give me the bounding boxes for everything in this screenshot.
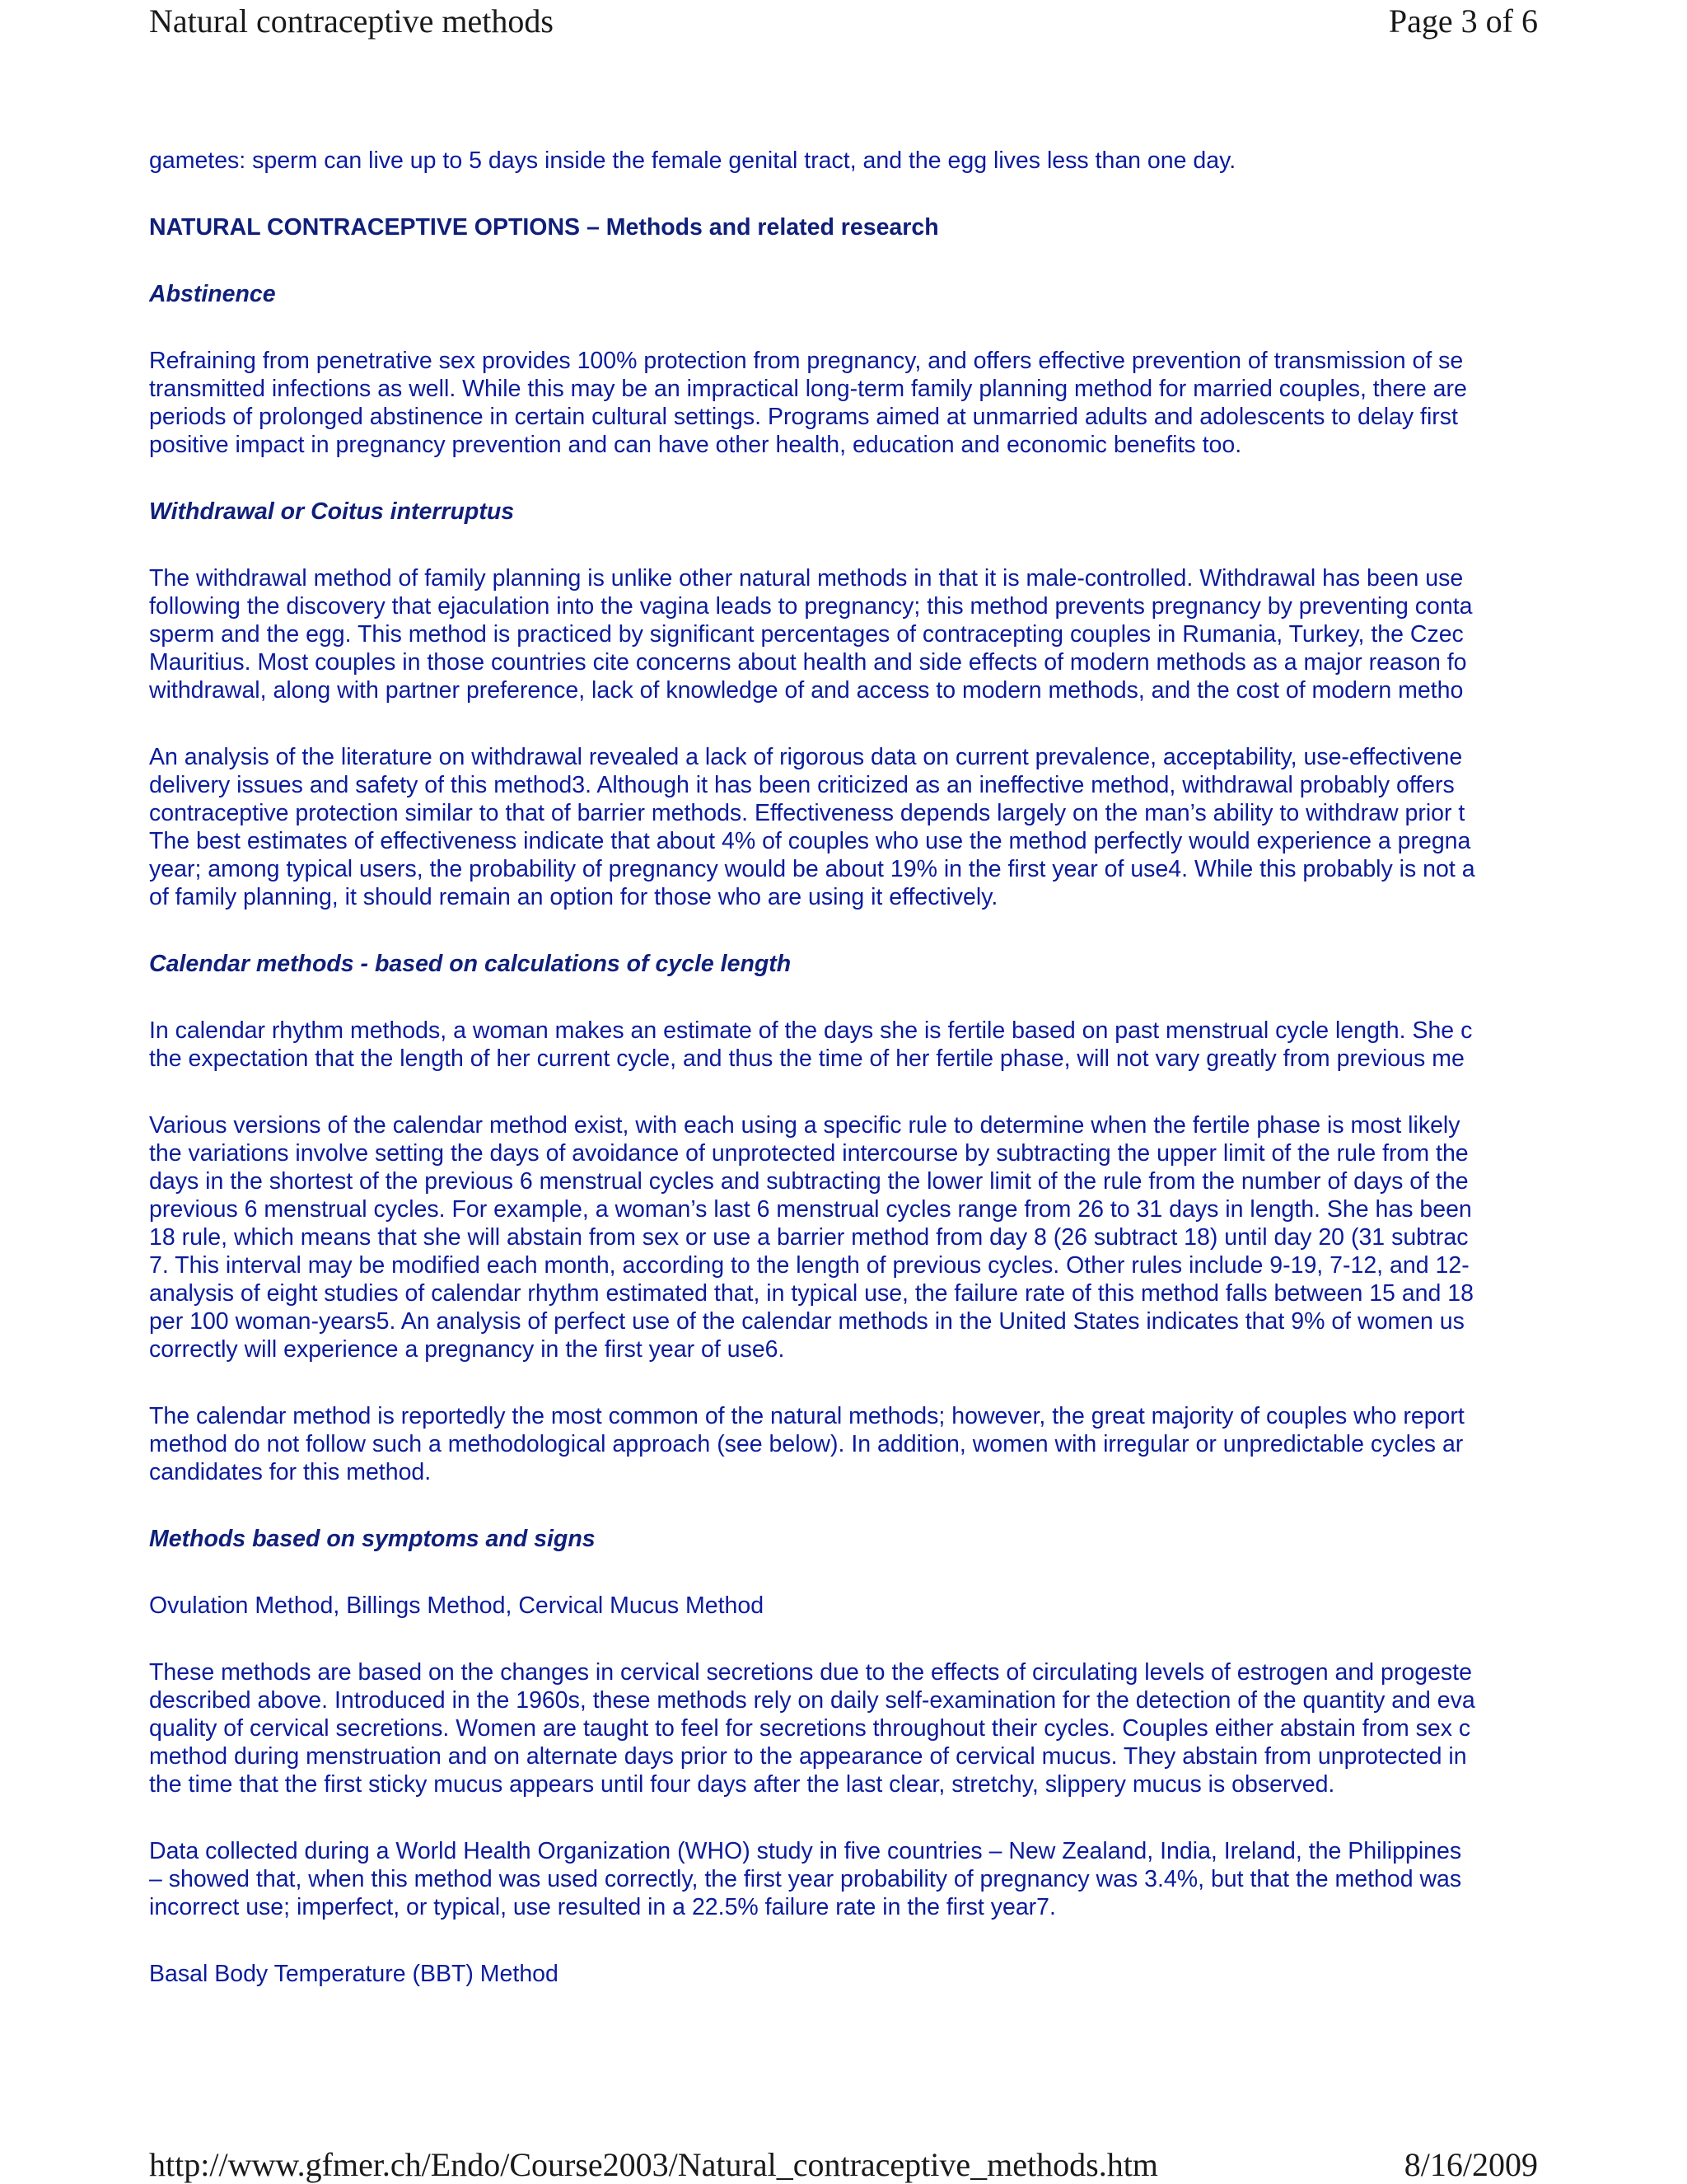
paragraph-line: The withdrawal method of family planning is unlike other natural methods in that it is male-controlled. Withdrawal has been use: [149, 565, 1464, 592]
print-footer: [149, 2145, 1538, 2183]
calendar-heading: Calendar methods - based on calculations of cycle length: [149, 951, 792, 977]
print-date: 8/16/2009: [1404, 2146, 1538, 2183]
paragraph-line: the expectation that the length of her current cycle, and thus the time of her fertile phase, will not vary greatly from previous me: [149, 1045, 1465, 1072]
ovulation-method-subheading: Ovulation Method, Billings Method, Cervical Mucus Method: [149, 1592, 764, 1619]
calendar-paragraph-2: [149, 1111, 1539, 1363]
bbt-method-subheading: Basal Body Temperature (BBT) Method: [149, 1961, 558, 1987]
paragraph-line: previous 6 menstrual cycles. For example, a woman’s last 6 menstrual cycles range from 26 to 31 days in length. She has been: [149, 1196, 1472, 1223]
paragraph-line: following the discovery that ejaculation into the vagina leads to pregnancy; this method prevents pregnancy by preventing conta: [149, 593, 1473, 620]
paragraph-line: sperm and the egg. This method is practiced by significant percentages of contracepting couples in Rumania, Turkey, the Czec: [149, 621, 1464, 648]
calendar-paragraph-3: [149, 1402, 1539, 1486]
paragraph-line: delivery issues and safety of this method3. Although it has been criticized as an ineffective method, withdrawal probably offers: [149, 772, 1455, 798]
paragraph-line: the variations involve setting the days of avoidance of unprotected intercourse by subtracting the upper limit of the rule from the: [149, 1140, 1469, 1167]
calendar-paragraph-1: [149, 1017, 1539, 1073]
paragraph-line: days in the shortest of the previous 6 menstrual cycles and subtracting the lower limit of the rule from the number of days of the: [149, 1168, 1469, 1195]
paragraph-line: transmitted infections as well. While this may be an impractical long-term family planning method for married couples, there are: [149, 376, 1467, 402]
paragraph-line: gametes: sperm can live up to 5 days inside the female genital tract, and the egg lives less than one day.: [149, 147, 1236, 174]
page-title: Natural contraceptive methods: [149, 2, 554, 40]
paragraph-line: 7. This interval may be modified each month, according to the length of previous cycles. Other rules include 9-19, 7-12, and 12-: [149, 1252, 1470, 1279]
paragraph-line: An analysis of the literature on withdrawal revealed a lack of rigorous data on current prevalence, acceptability, use-effectivene: [149, 744, 1463, 770]
paragraph-line: Various versions of the calendar method exist, with each using a specific rule to determine when the fertile phase is most likely: [149, 1112, 1460, 1139]
page-url: http://www.gfmer.ch/Endo/Course2003/Natural_contraceptive_methods.htm: [149, 2146, 1158, 2183]
paragraph-line: per 100 woman-years5. An analysis of perfect use of the calendar methods in the United States indicates that 9% of women us: [149, 1308, 1465, 1335]
paragraph-line: withdrawal, along with partner preference, lack of knowledge of and access to modern methods, and the cost of modern metho: [149, 677, 1464, 704]
paragraph-line: correctly will experience a pregnancy in the first year of use6.: [149, 1336, 785, 1363]
paragraph-line: Data collected during a World Health Organization (WHO) study in five countries – New Zealand, India, Ireland, the Philippines: [149, 1838, 1462, 1864]
withdrawal-paragraph-1: [149, 564, 1539, 704]
paragraph-line: described above. Introduced in the 1960s, these methods rely on daily self-examination for the detection of the quantity and eva: [149, 1687, 1475, 1714]
paragraph-line: Mauritius. Most couples in those countries cite concerns about health and side effects of modern methods as a major reason fo: [149, 649, 1467, 676]
symptoms-heading: Methods based on symptoms and signs: [149, 1526, 596, 1552]
paragraph-line: periods of prolonged abstinence in certain cultural settings. Programs aimed at unmarried adults and adolescents to delay first: [149, 404, 1458, 430]
paragraph-line: The best estimates of effectiveness indicate that about 4% of couples who use the method perfectly would experience a pregna: [149, 828, 1471, 854]
paragraph-line: In calendar rhythm methods, a woman makes an estimate of the days she is fertile based on past menstrual cycle length. She c: [149, 1017, 1473, 1044]
paragraph-line: candidates for this method.: [149, 1459, 432, 1485]
paragraph-line: 18 rule, which means that she will abstain from sex or use a barrier method from day 8 (26 subtract 18) until day 20 (31 subtrac: [149, 1224, 1469, 1251]
withdrawal-paragraph-2: [149, 743, 1539, 911]
abstinence-heading: Abstinence: [149, 281, 276, 307]
paragraph-line: of family planning, it should remain an option for those who are using it effectively.: [149, 884, 998, 910]
paragraph-line: Refraining from penetrative sex provides 100% protection from pregnancy, and offers effective prevention of transmission of se: [149, 348, 1464, 374]
paragraph-line: contraceptive protection similar to that of barrier methods. Effectiveness depends largely on the man’s ability to withdraw prior t: [149, 800, 1465, 826]
symptoms-paragraph-2: [149, 1837, 1539, 1921]
paragraph-line: These methods are based on the changes in cervical secretions due to the effects of circulating levels of estrogen and progeste: [149, 1659, 1472, 1686]
paragraph-line: quality of cervical secretions. Women are taught to feel for secretions throughout their cycles. Couples either abstain from sex c: [149, 1715, 1471, 1742]
withdrawal-heading: Withdrawal or Coitus interruptus: [149, 498, 515, 525]
paragraph-line: The calendar method is reportedly the most common of the natural methods; however, the great majority of couples who report: [149, 1403, 1465, 1429]
article-content: [149, 147, 1539, 2027]
symptoms-paragraph-1: [149, 1658, 1539, 1798]
section-heading: NATURAL CONTRACEPTIVE OPTIONS – Methods and related research: [149, 214, 939, 241]
abstinence-paragraph: [149, 347, 1539, 459]
paragraph-line: method during menstruation and on alternate days prior to the appearance of cervical mucus. They abstain from unprotected in: [149, 1743, 1467, 1770]
paragraph-line: – showed that, when this method was used correctly, the first year probability of pregnancy was 3.4%, but that the method was: [149, 1866, 1462, 1892]
paragraph-line: the time that the first sticky mucus appears until four days after the last clear, stretchy, slippery mucus is observed.: [149, 1771, 1335, 1798]
paragraph-line: method do not follow such a methodological approach (see below). In addition, women with irregular or unpredictable cycles ar: [149, 1431, 1464, 1457]
paragraph-line: year; among typical users, the probability of pregnancy would be about 19% in the first year of use4. While this probably is not a: [149, 856, 1475, 882]
page-number-indicator: Page 3 of 6: [1388, 2, 1538, 40]
intro-paragraph: [149, 147, 1539, 175]
paragraph-line: analysis of eight studies of calendar rhythm estimated that, in typical use, the failure rate of this method falls between 15 and 18: [149, 1280, 1474, 1307]
print-header: [149, 0, 1538, 41]
paragraph-line: incorrect use; imperfect, or typical, use resulted in a 22.5% failure rate in the first year7.: [149, 1894, 1056, 1920]
paragraph-line: positive impact in pregnancy prevention and can have other health, education and economic benefits too.: [149, 432, 1242, 458]
